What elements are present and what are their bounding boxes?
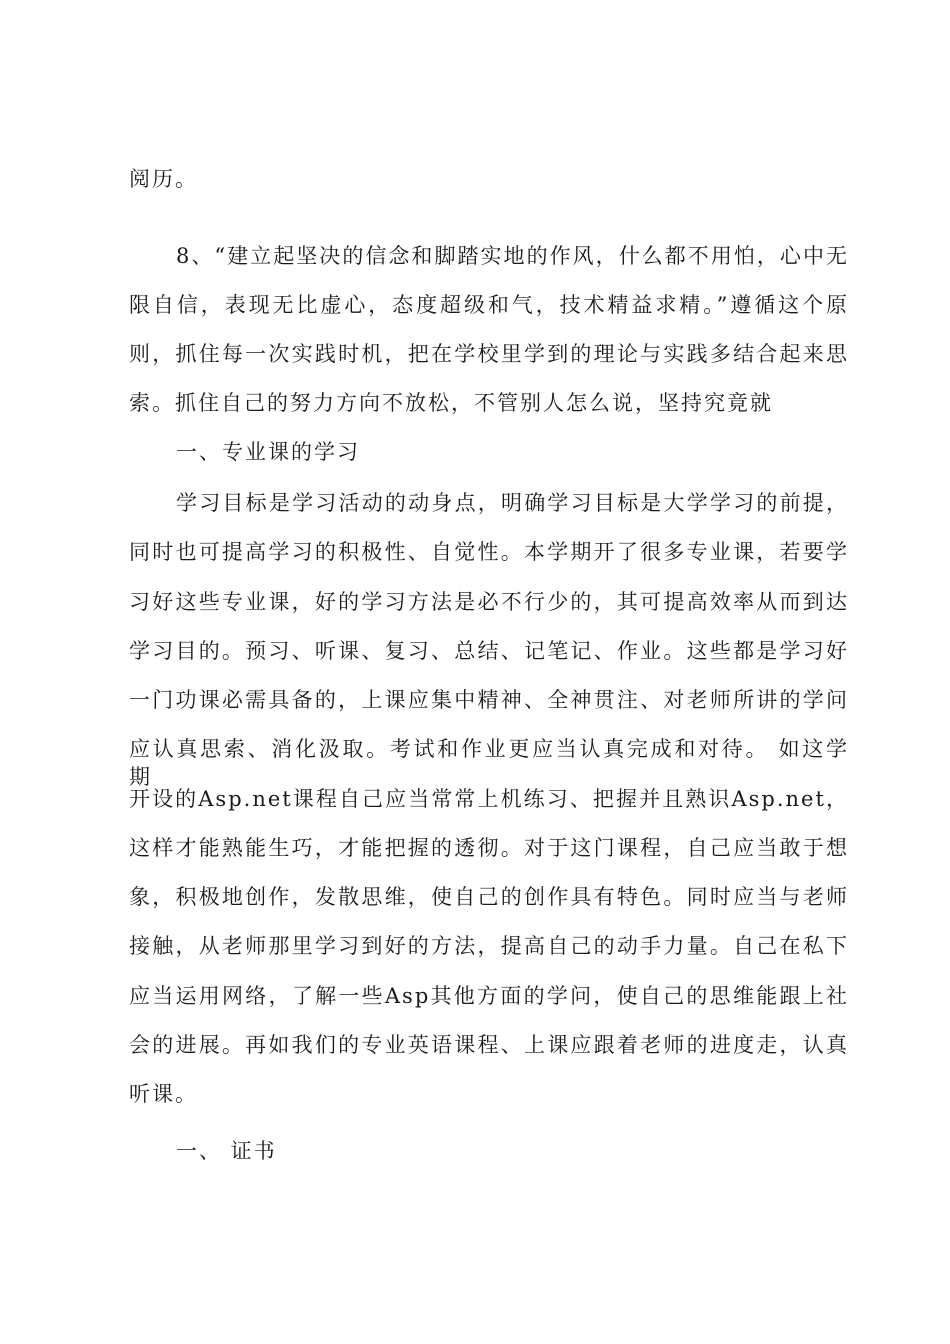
paragraph-line: 索。抓住自己的努力方向不放松，不管别人怎么说，坚持究竟就 bbox=[129, 391, 773, 415]
paragraph-line: 习好这些专业课，好的学习方法是必不行少的，其可提高效率从而到达 bbox=[129, 590, 849, 614]
paragraph-line: 阅历。 bbox=[129, 167, 198, 191]
paragraph-line: 应认真思索、消化汲取。考试和作业更应当认真完成和对待。 如这学期 bbox=[129, 737, 849, 789]
paragraph-line: 8、“建立起坚决的信念和脚踏实地的作风，什么都不用怕，心中无 bbox=[176, 244, 849, 268]
paragraph-line: 接触，从老师那里学习到好的方法，提高自己的动手力量。自己在私下 bbox=[129, 934, 849, 958]
paragraph-line: 一门功课必需具备的，上课应集中精神、全神贯注、对老师所讲的学问 bbox=[129, 688, 849, 712]
paragraph-line: 则，抓住每一次实践时机，把在学校里学到的理论与实践多结合起来思 bbox=[129, 342, 849, 366]
paragraph-line: 学习目标是学习活动的动身点，明确学习目标是大学学习的前提， bbox=[176, 491, 849, 515]
section-heading: 一、专业课的学习 bbox=[176, 440, 360, 464]
paragraph-line: 应当运用网络，了解一些Asp其他方面的学问，使自己的思维能跟上社 bbox=[129, 984, 849, 1008]
paragraph-line: 限自信，表现无比虚心，态度超级和气，技术精益求精。”遵循这个原 bbox=[129, 293, 849, 317]
section-heading: 一、 证书 bbox=[176, 1139, 277, 1163]
paragraph-line: 会的进展。再如我们的专业英语课程、上课应跟着老师的进度走，认真 bbox=[129, 1033, 849, 1057]
paragraph-line: 听课。 bbox=[129, 1082, 198, 1106]
paragraph-line: 象，积极地创作，发散思维，使自己的创作具有特色。同时应当与老师 bbox=[129, 885, 849, 909]
paragraph-line: 开设的Asp.net课程自己应当常常上机练习、把握并且熟识Asp.net， bbox=[129, 787, 849, 811]
paragraph-line: 同时也可提高学习的积极性、自觉性。本学期开了很多专业课，若要学 bbox=[129, 540, 849, 564]
paragraph-line: 学习目的。预习、听课、复习、总结、记笔记、作业。这些都是学习好 bbox=[129, 639, 849, 663]
paragraph-line: 这样才能熟能生巧，才能把握的透彻。对于这门课程，自己应当敢于想 bbox=[129, 836, 849, 860]
